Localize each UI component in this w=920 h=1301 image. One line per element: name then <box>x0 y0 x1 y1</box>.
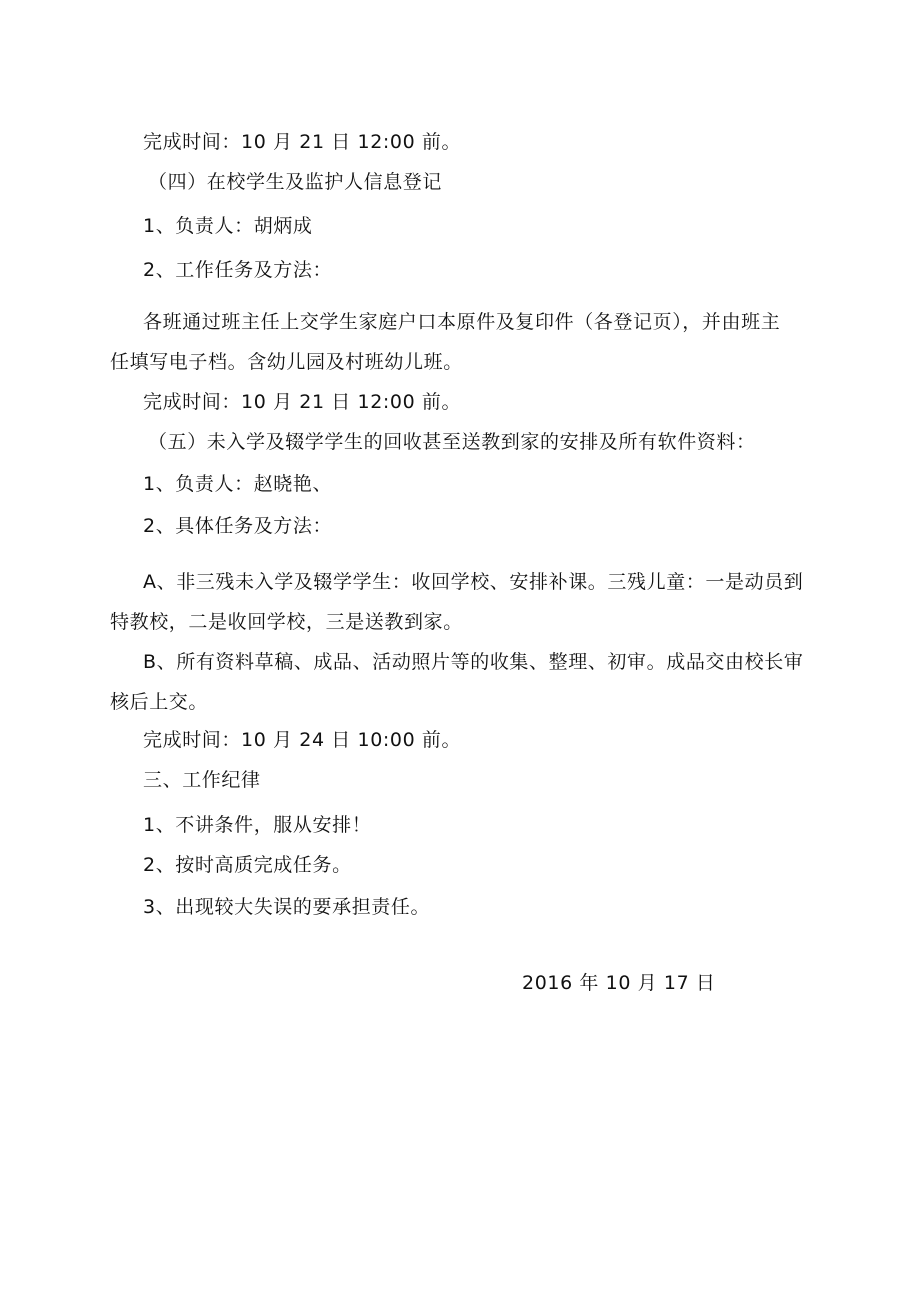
paragraph-line: 各班通过班主任上交学生家庭户口本原件及复印件（各登记页），并由班主 <box>143 311 781 333</box>
task-method-heading: 2、工作任务及方法： <box>143 259 333 281</box>
section-heading-five: （五）未入学及辍学学生的回收甚至送教到家的安排及所有软件资料： <box>148 431 756 453</box>
completion-time-line: 完成时间：10 月 24 日 10:00 前。 <box>143 729 462 751</box>
paragraph-line: 特教校，二是收回学校，三是送教到家。 <box>110 611 463 633</box>
signature-date: 2016 年 10 月 17 日 <box>522 972 716 994</box>
discipline-item: 3、出现较大失误的要承担责任。 <box>143 896 431 918</box>
section-heading-four: （四）在校学生及监护人信息登记 <box>148 171 443 193</box>
responsible-person-line: 1、负责人：胡炳成 <box>143 215 313 237</box>
paragraph-line: B、所有资料草稿、成品、活动照片等的收集、整理、初审。成品交由校长审 <box>143 651 804 673</box>
paragraph-line: 核后上交。 <box>110 691 209 713</box>
discipline-item: 2、按时高质完成任务。 <box>143 854 352 876</box>
paragraph-line: 任填写电子档。含幼儿园及村班幼儿班。 <box>110 351 463 373</box>
paragraph-line: A、非三残未入学及辍学学生：收回学校、安排补课。三残儿童：一是动员到 <box>143 571 804 593</box>
completion-time-line: 完成时间：10 月 21 日 12:00 前。 <box>143 131 462 153</box>
responsible-person-line: 1、负责人：赵晓艳、 <box>143 473 333 495</box>
section-heading-three: 三、工作纪律 <box>143 769 261 791</box>
task-method-heading: 2、具体任务及方法： <box>143 515 333 537</box>
completion-time-line: 完成时间：10 月 21 日 12:00 前。 <box>143 391 462 413</box>
discipline-item: 1、不讲条件，服从安排！ <box>143 814 372 836</box>
